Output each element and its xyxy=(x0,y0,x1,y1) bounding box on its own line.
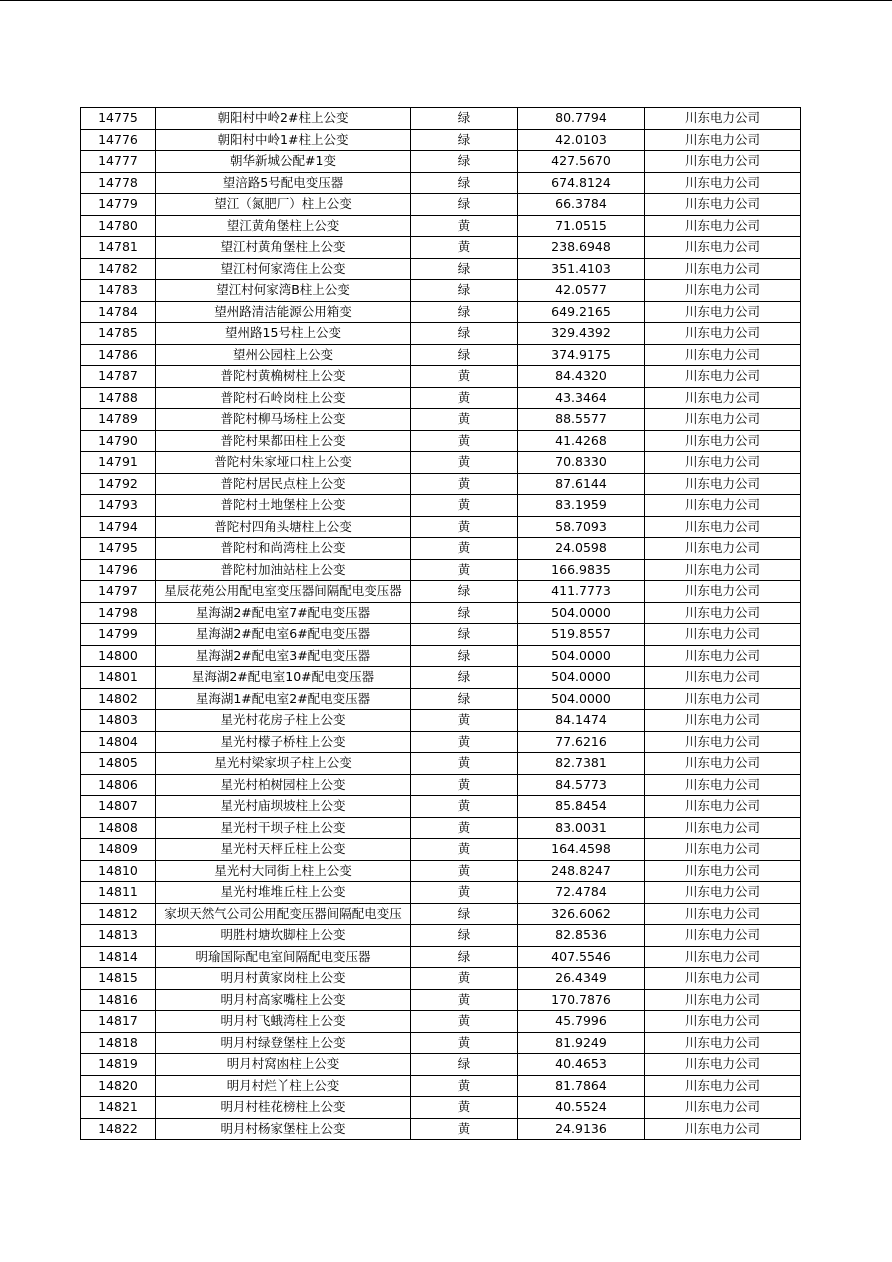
status-color-cell: 绿 xyxy=(411,151,518,173)
company-cell: 川东电力公司 xyxy=(645,172,801,194)
station-name-cell: 朝阳村中岭1#柱上公变 xyxy=(156,129,411,151)
value-cell: 329.4392 xyxy=(518,323,645,345)
row-id-cell: 14803 xyxy=(81,710,156,732)
status-color-cell: 绿 xyxy=(411,258,518,280)
table-row xyxy=(81,1118,801,1140)
value-cell: 166.9835 xyxy=(518,559,645,581)
table-body xyxy=(81,108,801,1140)
station-name-cell: 星光村花房子柱上公变 xyxy=(156,710,411,732)
company-cell: 川东电力公司 xyxy=(645,409,801,431)
station-name-cell: 家坝天然气公司公用配变压器间隔配电变压 xyxy=(156,903,411,925)
company-cell: 川东电力公司 xyxy=(645,624,801,646)
company-cell: 川东电力公司 xyxy=(645,602,801,624)
table-row xyxy=(81,774,801,796)
company-cell: 川东电力公司 xyxy=(645,1032,801,1054)
value-cell: 81.7864 xyxy=(518,1075,645,1097)
row-id-cell: 14776 xyxy=(81,129,156,151)
company-cell: 川东电力公司 xyxy=(645,194,801,216)
value-cell: 84.4320 xyxy=(518,366,645,388)
status-color-cell: 黄 xyxy=(411,237,518,259)
station-name-cell: 明月村杨家堡柱上公变 xyxy=(156,1118,411,1140)
company-cell: 川东电力公司 xyxy=(645,559,801,581)
value-cell: 164.4598 xyxy=(518,839,645,861)
value-cell: 84.1474 xyxy=(518,710,645,732)
company-cell: 川东电力公司 xyxy=(645,237,801,259)
station-name-cell: 星光村檬子桥柱上公变 xyxy=(156,731,411,753)
company-cell: 川东电力公司 xyxy=(645,387,801,409)
station-name-cell: 普陀村加油站柱上公变 xyxy=(156,559,411,581)
station-name-cell: 望江村何家湾住上公变 xyxy=(156,258,411,280)
value-cell: 24.0598 xyxy=(518,538,645,560)
station-name-cell: 星海湖1#配电室2#配电变压器 xyxy=(156,688,411,710)
station-name-cell: 星海湖2#配电室6#配电变压器 xyxy=(156,624,411,646)
station-name-cell: 星光村大同街上柱上公变 xyxy=(156,860,411,882)
table-row xyxy=(81,301,801,323)
status-color-cell: 黄 xyxy=(411,215,518,237)
status-color-cell: 黄 xyxy=(411,559,518,581)
company-cell: 川东电力公司 xyxy=(645,946,801,968)
status-color-cell: 黄 xyxy=(411,1075,518,1097)
row-id-cell: 14788 xyxy=(81,387,156,409)
status-color-cell: 黄 xyxy=(411,774,518,796)
value-cell: 504.0000 xyxy=(518,667,645,689)
company-cell: 川东电力公司 xyxy=(645,925,801,947)
company-cell: 川东电力公司 xyxy=(645,323,801,345)
row-id-cell: 14816 xyxy=(81,989,156,1011)
company-cell: 川东电力公司 xyxy=(645,301,801,323)
value-cell: 42.0577 xyxy=(518,280,645,302)
company-cell: 川东电力公司 xyxy=(645,538,801,560)
table-row xyxy=(81,882,801,904)
row-id-cell: 14800 xyxy=(81,645,156,667)
table-row xyxy=(81,989,801,1011)
row-id-cell: 14792 xyxy=(81,473,156,495)
company-cell: 川东电力公司 xyxy=(645,645,801,667)
row-id-cell: 14814 xyxy=(81,946,156,968)
station-name-cell: 明月村窝凼柱上公变 xyxy=(156,1054,411,1076)
row-id-cell: 14808 xyxy=(81,817,156,839)
company-cell: 川东电力公司 xyxy=(645,710,801,732)
company-cell: 川东电力公司 xyxy=(645,452,801,474)
status-color-cell: 绿 xyxy=(411,602,518,624)
table-row xyxy=(81,731,801,753)
company-cell: 川东电力公司 xyxy=(645,366,801,388)
status-color-cell: 绿 xyxy=(411,323,518,345)
company-cell: 川东电力公司 xyxy=(645,1075,801,1097)
status-color-cell: 黄 xyxy=(411,796,518,818)
status-color-cell: 黄 xyxy=(411,817,518,839)
table-row xyxy=(81,452,801,474)
row-id-cell: 14820 xyxy=(81,1075,156,1097)
table-row xyxy=(81,903,801,925)
value-cell: 351.4103 xyxy=(518,258,645,280)
company-cell: 川东电力公司 xyxy=(645,258,801,280)
table-row xyxy=(81,581,801,603)
station-name-cell: 星光村干坝子柱上公变 xyxy=(156,817,411,839)
value-cell: 40.4653 xyxy=(518,1054,645,1076)
row-id-cell: 14806 xyxy=(81,774,156,796)
table-row xyxy=(81,559,801,581)
status-color-cell: 绿 xyxy=(411,946,518,968)
value-cell: 70.8330 xyxy=(518,452,645,474)
table-row xyxy=(81,796,801,818)
row-id-cell: 14781 xyxy=(81,237,156,259)
row-id-cell: 14795 xyxy=(81,538,156,560)
status-color-cell: 绿 xyxy=(411,581,518,603)
company-cell: 川东电力公司 xyxy=(645,151,801,173)
row-id-cell: 14813 xyxy=(81,925,156,947)
table-row xyxy=(81,667,801,689)
station-name-cell: 普陀村柳马场柱上公变 xyxy=(156,409,411,431)
company-cell: 川东电力公司 xyxy=(645,516,801,538)
table-row xyxy=(81,753,801,775)
status-color-cell: 黄 xyxy=(411,731,518,753)
row-id-cell: 14782 xyxy=(81,258,156,280)
table-row xyxy=(81,344,801,366)
table-row xyxy=(81,473,801,495)
status-color-cell: 绿 xyxy=(411,903,518,925)
company-cell: 川东电力公司 xyxy=(645,731,801,753)
value-cell: 504.0000 xyxy=(518,602,645,624)
table-row xyxy=(81,860,801,882)
table-row xyxy=(81,172,801,194)
station-name-cell: 望江黄角堡柱上公变 xyxy=(156,215,411,237)
table-row xyxy=(81,538,801,560)
status-color-cell: 黄 xyxy=(411,473,518,495)
status-color-cell: 黄 xyxy=(411,1118,518,1140)
value-cell: 43.3464 xyxy=(518,387,645,409)
company-cell: 川东电力公司 xyxy=(645,968,801,990)
station-name-cell: 明月村桂花榜柱上公变 xyxy=(156,1097,411,1119)
table-row xyxy=(81,645,801,667)
table-row xyxy=(81,1054,801,1076)
company-cell: 川东电力公司 xyxy=(645,215,801,237)
value-cell: 87.6144 xyxy=(518,473,645,495)
table-row xyxy=(81,688,801,710)
status-color-cell: 黄 xyxy=(411,409,518,431)
status-color-cell: 绿 xyxy=(411,344,518,366)
row-id-cell: 14798 xyxy=(81,602,156,624)
status-color-cell: 黄 xyxy=(411,839,518,861)
status-color-cell: 绿 xyxy=(411,624,518,646)
row-id-cell: 14815 xyxy=(81,968,156,990)
table-row xyxy=(81,258,801,280)
status-color-cell: 黄 xyxy=(411,387,518,409)
row-id-cell: 14821 xyxy=(81,1097,156,1119)
company-cell: 川东电力公司 xyxy=(645,903,801,925)
company-cell: 川东电力公司 xyxy=(645,1118,801,1140)
value-cell: 71.0515 xyxy=(518,215,645,237)
value-cell: 519.8557 xyxy=(518,624,645,646)
row-id-cell: 14790 xyxy=(81,430,156,452)
table-row xyxy=(81,624,801,646)
station-name-cell: 朝华新城公配#1变 xyxy=(156,151,411,173)
status-color-cell: 绿 xyxy=(411,172,518,194)
status-color-cell: 绿 xyxy=(411,1054,518,1076)
station-name-cell: 普陀村居民点柱上公变 xyxy=(156,473,411,495)
row-id-cell: 14779 xyxy=(81,194,156,216)
value-cell: 41.4268 xyxy=(518,430,645,452)
status-color-cell: 黄 xyxy=(411,452,518,474)
station-name-cell: 望江村黄角堡柱上公变 xyxy=(156,237,411,259)
company-cell: 川东电力公司 xyxy=(645,817,801,839)
value-cell: 238.6948 xyxy=(518,237,645,259)
value-cell: 248.8247 xyxy=(518,860,645,882)
status-color-cell: 绿 xyxy=(411,925,518,947)
row-id-cell: 14812 xyxy=(81,903,156,925)
value-cell: 82.7381 xyxy=(518,753,645,775)
row-id-cell: 14797 xyxy=(81,581,156,603)
table-row xyxy=(81,237,801,259)
status-color-cell: 黄 xyxy=(411,710,518,732)
row-id-cell: 14817 xyxy=(81,1011,156,1033)
transformer-table xyxy=(80,107,801,1140)
company-cell: 川东电力公司 xyxy=(645,989,801,1011)
company-cell: 川东电力公司 xyxy=(645,667,801,689)
table-row xyxy=(81,409,801,431)
table-row xyxy=(81,1097,801,1119)
status-color-cell: 黄 xyxy=(411,989,518,1011)
table-row xyxy=(81,925,801,947)
status-color-cell: 黄 xyxy=(411,882,518,904)
station-name-cell: 望涪路5号配电变压器 xyxy=(156,172,411,194)
station-name-cell: 星海湖2#配电室3#配电变压器 xyxy=(156,645,411,667)
table-row xyxy=(81,430,801,452)
station-name-cell: 朝阳村中岭2#柱上公变 xyxy=(156,108,411,130)
station-name-cell: 普陀村朱家垭口柱上公变 xyxy=(156,452,411,474)
station-name-cell: 星光村梁家坝子柱上公变 xyxy=(156,753,411,775)
status-color-cell: 绿 xyxy=(411,301,518,323)
value-cell: 85.8454 xyxy=(518,796,645,818)
table-row xyxy=(81,839,801,861)
status-color-cell: 绿 xyxy=(411,280,518,302)
value-cell: 26.4349 xyxy=(518,968,645,990)
table-row xyxy=(81,710,801,732)
status-color-cell: 绿 xyxy=(411,688,518,710)
table-row xyxy=(81,1032,801,1054)
page-top-rule xyxy=(0,0,892,1)
status-color-cell: 绿 xyxy=(411,667,518,689)
row-id-cell: 14786 xyxy=(81,344,156,366)
table-row xyxy=(81,1011,801,1033)
station-name-cell: 星光村柏树园柱上公变 xyxy=(156,774,411,796)
status-color-cell: 绿 xyxy=(411,108,518,130)
table-row xyxy=(81,946,801,968)
company-cell: 川东电力公司 xyxy=(645,753,801,775)
value-cell: 84.5773 xyxy=(518,774,645,796)
value-cell: 24.9136 xyxy=(518,1118,645,1140)
table-row xyxy=(81,516,801,538)
row-id-cell: 14807 xyxy=(81,796,156,818)
company-cell: 川东电力公司 xyxy=(645,774,801,796)
row-id-cell: 14799 xyxy=(81,624,156,646)
station-name-cell: 望州路清洁能源公用箱变 xyxy=(156,301,411,323)
value-cell: 649.2165 xyxy=(518,301,645,323)
row-id-cell: 14819 xyxy=(81,1054,156,1076)
status-color-cell: 绿 xyxy=(411,194,518,216)
table-row xyxy=(81,366,801,388)
row-id-cell: 14775 xyxy=(81,108,156,130)
station-name-cell: 星光村天枰丘柱上公变 xyxy=(156,839,411,861)
value-cell: 504.0000 xyxy=(518,645,645,667)
value-cell: 45.7996 xyxy=(518,1011,645,1033)
value-cell: 88.5577 xyxy=(518,409,645,431)
value-cell: 77.6216 xyxy=(518,731,645,753)
row-id-cell: 14778 xyxy=(81,172,156,194)
station-name-cell: 星海湖2#配电室7#配电变压器 xyxy=(156,602,411,624)
row-id-cell: 14787 xyxy=(81,366,156,388)
row-id-cell: 14796 xyxy=(81,559,156,581)
table-row xyxy=(81,108,801,130)
station-name-cell: 望江（氮肥厂）柱上公变 xyxy=(156,194,411,216)
company-cell: 川东电力公司 xyxy=(645,882,801,904)
table-row xyxy=(81,323,801,345)
station-name-cell: 普陀村果都田柱上公变 xyxy=(156,430,411,452)
company-cell: 川东电力公司 xyxy=(645,129,801,151)
value-cell: 58.7093 xyxy=(518,516,645,538)
status-color-cell: 黄 xyxy=(411,495,518,517)
company-cell: 川东电力公司 xyxy=(645,495,801,517)
row-id-cell: 14780 xyxy=(81,215,156,237)
table-row xyxy=(81,280,801,302)
station-name-cell: 普陀村石岭岗柱上公变 xyxy=(156,387,411,409)
company-cell: 川东电力公司 xyxy=(645,344,801,366)
table-row xyxy=(81,387,801,409)
station-name-cell: 普陀村和尚湾柱上公变 xyxy=(156,538,411,560)
table-row xyxy=(81,968,801,990)
value-cell: 83.1959 xyxy=(518,495,645,517)
value-cell: 83.0031 xyxy=(518,817,645,839)
station-name-cell: 星光村堆堆丘柱上公变 xyxy=(156,882,411,904)
value-cell: 42.0103 xyxy=(518,129,645,151)
station-name-cell: 普陀村土地堡柱上公变 xyxy=(156,495,411,517)
station-name-cell: 明月村黄家岗柱上公变 xyxy=(156,968,411,990)
row-id-cell: 14809 xyxy=(81,839,156,861)
status-color-cell: 黄 xyxy=(411,1011,518,1033)
station-name-cell: 星海湖2#配电室10#配电变压器 xyxy=(156,667,411,689)
row-id-cell: 14804 xyxy=(81,731,156,753)
row-id-cell: 14801 xyxy=(81,667,156,689)
status-color-cell: 黄 xyxy=(411,968,518,990)
status-color-cell: 黄 xyxy=(411,1032,518,1054)
status-color-cell: 绿 xyxy=(411,129,518,151)
status-color-cell: 黄 xyxy=(411,366,518,388)
row-id-cell: 14811 xyxy=(81,882,156,904)
status-color-cell: 黄 xyxy=(411,753,518,775)
value-cell: 374.9175 xyxy=(518,344,645,366)
company-cell: 川东电力公司 xyxy=(645,688,801,710)
row-id-cell: 14802 xyxy=(81,688,156,710)
table-row xyxy=(81,129,801,151)
row-id-cell: 14789 xyxy=(81,409,156,431)
table-row xyxy=(81,194,801,216)
station-name-cell: 明瑜国际配电室间隔配电变压器 xyxy=(156,946,411,968)
station-name-cell: 明月村飞蛾湾柱上公变 xyxy=(156,1011,411,1033)
station-name-cell: 星辰花苑公用配电室变压器间隔配电变压器 xyxy=(156,581,411,603)
table-row xyxy=(81,495,801,517)
status-color-cell: 黄 xyxy=(411,1097,518,1119)
company-cell: 川东电力公司 xyxy=(645,860,801,882)
value-cell: 80.7794 xyxy=(518,108,645,130)
company-cell: 川东电力公司 xyxy=(645,108,801,130)
company-cell: 川东电力公司 xyxy=(645,1054,801,1076)
value-cell: 66.3784 xyxy=(518,194,645,216)
status-color-cell: 黄 xyxy=(411,538,518,560)
status-color-cell: 黄 xyxy=(411,430,518,452)
value-cell: 504.0000 xyxy=(518,688,645,710)
table-row xyxy=(81,215,801,237)
row-id-cell: 14822 xyxy=(81,1118,156,1140)
company-cell: 川东电力公司 xyxy=(645,473,801,495)
value-cell: 427.5670 xyxy=(518,151,645,173)
row-id-cell: 14784 xyxy=(81,301,156,323)
value-cell: 326.6062 xyxy=(518,903,645,925)
company-cell: 川东电力公司 xyxy=(645,1011,801,1033)
station-name-cell: 望江村何家湾B柱上公变 xyxy=(156,280,411,302)
row-id-cell: 14783 xyxy=(81,280,156,302)
status-color-cell: 黄 xyxy=(411,516,518,538)
station-name-cell: 普陀村黄桷树柱上公变 xyxy=(156,366,411,388)
status-color-cell: 黄 xyxy=(411,860,518,882)
row-id-cell: 14791 xyxy=(81,452,156,474)
status-color-cell: 绿 xyxy=(411,645,518,667)
value-cell: 407.5546 xyxy=(518,946,645,968)
row-id-cell: 14777 xyxy=(81,151,156,173)
station-name-cell: 望州路15号柱上公变 xyxy=(156,323,411,345)
value-cell: 674.8124 xyxy=(518,172,645,194)
company-cell: 川东电力公司 xyxy=(645,430,801,452)
row-id-cell: 14794 xyxy=(81,516,156,538)
row-id-cell: 14793 xyxy=(81,495,156,517)
value-cell: 81.9249 xyxy=(518,1032,645,1054)
row-id-cell: 14810 xyxy=(81,860,156,882)
station-name-cell: 明月村绿登堡柱上公变 xyxy=(156,1032,411,1054)
station-name-cell: 普陀村四角头塘柱上公变 xyxy=(156,516,411,538)
row-id-cell: 14818 xyxy=(81,1032,156,1054)
company-cell: 川东电力公司 xyxy=(645,581,801,603)
value-cell: 170.7876 xyxy=(518,989,645,1011)
table-row xyxy=(81,1075,801,1097)
table-row xyxy=(81,602,801,624)
table-row xyxy=(81,151,801,173)
value-cell: 40.5524 xyxy=(518,1097,645,1119)
value-cell: 72.4784 xyxy=(518,882,645,904)
company-cell: 川东电力公司 xyxy=(645,839,801,861)
value-cell: 411.7773 xyxy=(518,581,645,603)
row-id-cell: 14785 xyxy=(81,323,156,345)
station-name-cell: 明月村烂丫柱上公变 xyxy=(156,1075,411,1097)
station-name-cell: 明胜村塘坎脚柱上公变 xyxy=(156,925,411,947)
company-cell: 川东电力公司 xyxy=(645,280,801,302)
row-id-cell: 14805 xyxy=(81,753,156,775)
station-name-cell: 明月村高家嘴柱上公变 xyxy=(156,989,411,1011)
station-name-cell: 星光村庙坝坡柱上公变 xyxy=(156,796,411,818)
station-name-cell: 望州公园柱上公变 xyxy=(156,344,411,366)
company-cell: 川东电力公司 xyxy=(645,796,801,818)
value-cell: 82.8536 xyxy=(518,925,645,947)
table-row xyxy=(81,817,801,839)
company-cell: 川东电力公司 xyxy=(645,1097,801,1119)
